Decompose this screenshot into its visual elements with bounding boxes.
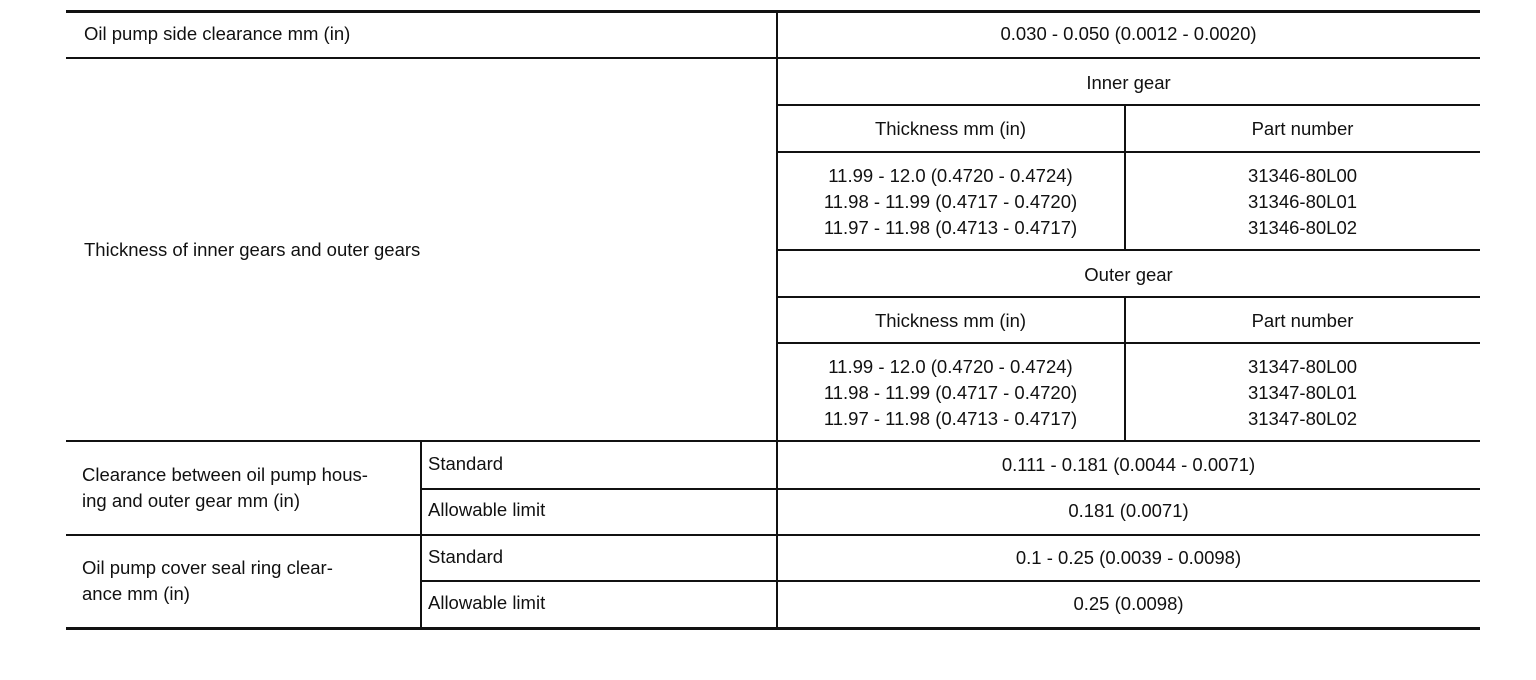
seal-ring-label-line1: Oil pump cover seal ring clear-: [82, 557, 333, 578]
outer-part-number: 31347-80L01: [1247, 382, 1358, 403]
outer-part-number: 31347-80L00: [1247, 356, 1358, 377]
seal-ring-label-line2: ance mm (in): [82, 583, 190, 604]
gear-thickness-label: Thickness of inner gears and outer gears: [84, 239, 421, 260]
housing-standard-label: Standard: [428, 453, 504, 474]
housing-limit-value: 0.181 (0.0071): [1068, 500, 1189, 521]
inner-thickness-value: 11.97 - 11.98 (0.4713 - 0.4717): [823, 217, 1078, 238]
seal-standard-value: 0.1 - 0.25 (0.0039 - 0.0098): [1015, 547, 1242, 568]
row-divider: [66, 57, 1480, 59]
seal-limit-label: Allowable limit: [428, 592, 546, 613]
inner-title-divider: [776, 104, 1480, 106]
specification-table: [66, 10, 1480, 630]
table-top-border: [66, 10, 1480, 13]
outer-thickness-value: 11.99 - 12.0 (0.4720 - 0.4724): [828, 356, 1073, 377]
outer-title-divider: [776, 296, 1480, 298]
table-bottom-border: [66, 627, 1480, 630]
inner-header-divider: [776, 151, 1480, 153]
housing-standard-value: 0.111 - 0.181 (0.0044 - 0.0071): [1001, 454, 1256, 475]
inner-part-number: 31346-80L02: [1247, 217, 1358, 238]
housing-clearance-label-line1: Clearance between oil pump hous-: [82, 464, 368, 485]
housing-subrow-divider: [420, 488, 1480, 490]
inner-values-divider: [776, 249, 1480, 251]
seal-subrow-divider: [420, 580, 1480, 582]
outer-thickness-header: Thickness mm (in): [874, 310, 1027, 331]
seal-limit-value: 0.25 (0.0098): [1073, 593, 1184, 614]
outer-gear-title: Outer gear: [1084, 264, 1173, 285]
sublabel-column-divider: [420, 440, 422, 630]
outer-part-header: Part number: [1251, 310, 1354, 331]
inner-thickness-value: 11.99 - 12.0 (0.4720 - 0.4724): [828, 165, 1073, 186]
row-divider: [66, 440, 1480, 442]
outer-part-number: 31347-80L02: [1247, 408, 1358, 429]
side-clearance-value: 0.030 - 0.050 (0.0012 - 0.0020): [1000, 23, 1257, 44]
outer-thickness-value: 11.97 - 11.98 (0.4713 - 0.4717): [823, 408, 1078, 429]
outer-thickness-value: 11.98 - 11.99 (0.4717 - 0.4720): [823, 382, 1078, 403]
inner-part-number: 31346-80L01: [1247, 191, 1358, 212]
inner-part-header: Part number: [1251, 118, 1354, 139]
row-divider: [66, 534, 1480, 536]
seal-standard-label: Standard: [428, 546, 504, 567]
inner-thickness-value: 11.98 - 11.99 (0.4717 - 0.4720): [823, 191, 1078, 212]
housing-limit-label: Allowable limit: [428, 499, 546, 520]
outer-header-divider: [776, 342, 1480, 344]
inner-gear-title: Inner gear: [1086, 72, 1171, 93]
side-clearance-label: Oil pump side clearance mm (in): [84, 23, 351, 44]
inner-part-number: 31346-80L00: [1247, 165, 1358, 186]
inner-thickness-header: Thickness mm (in): [874, 118, 1027, 139]
housing-clearance-label-line2: ing and outer gear mm (in): [82, 490, 300, 511]
